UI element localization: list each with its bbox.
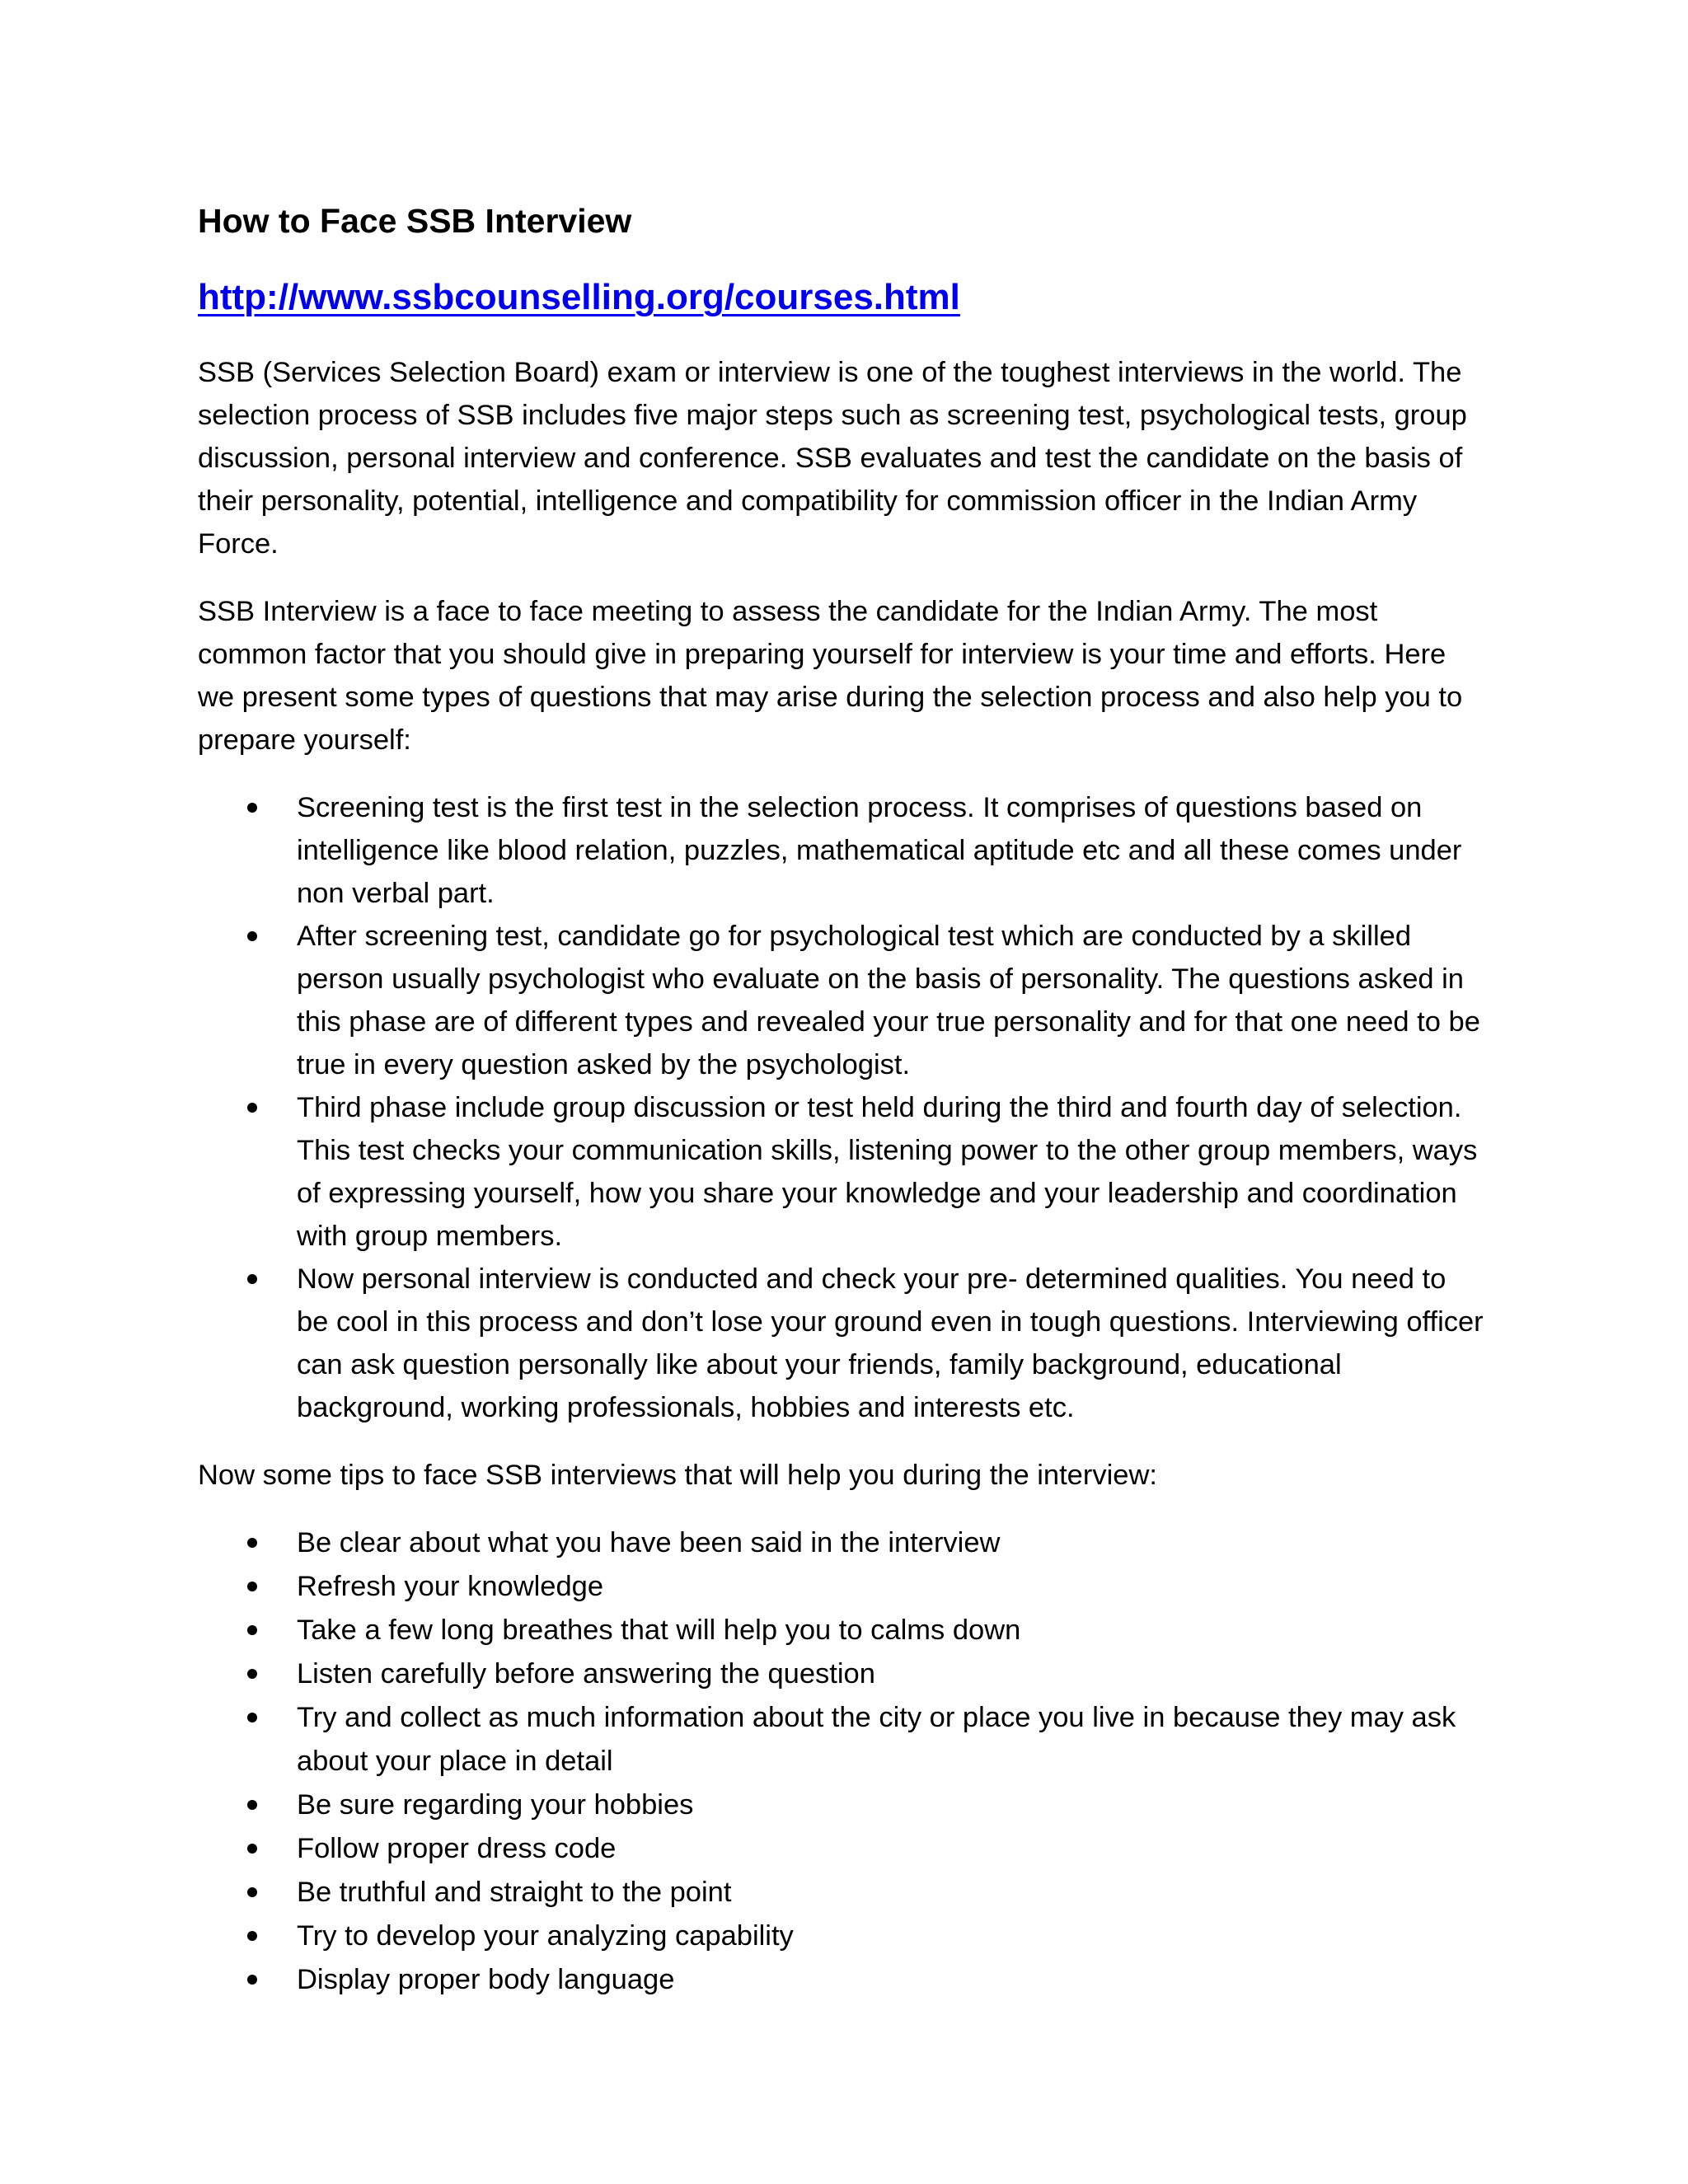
bullet-icon [247, 1103, 257, 1113]
bullet-icon [247, 1625, 257, 1635]
bullet-icon [247, 1713, 257, 1722]
list-item [198, 1783, 1484, 1827]
list-item-text: Be truthful and straight to the point [297, 1877, 732, 1908]
bullet-icon [247, 1274, 257, 1284]
list-item-text: Be clear about what you have been said in the interview [297, 1527, 1001, 1558]
bullet-icon [247, 1887, 257, 1897]
list-item [198, 1609, 1484, 1652]
bullet-icon [247, 1800, 257, 1810]
bullet-icon [247, 1538, 257, 1548]
list-item [198, 915, 1484, 1086]
bullet-icon [247, 803, 257, 813]
process-steps-list [198, 786, 1484, 1429]
list-item-text: Listen carefully before answering the question [297, 1658, 875, 1690]
list-item-text: Third phase include group discussion or test held during the third and fourth day of selection. This test checks your communication skills, listening power to the other group members, ways of expressing yourself, how you share your knowledge and your leadership and coordination with group members. [297, 1092, 1478, 1252]
bullet-icon [247, 1975, 257, 1985]
list-item [198, 1086, 1484, 1258]
list-item-text: Be sure regarding your hobbies [297, 1789, 694, 1821]
list-item-text: Refresh your knowledge [297, 1571, 604, 1602]
list-item [198, 1565, 1484, 1609]
intro-paragraph-2: SSB Interview is a face to face meeting to assess the candidate for the Indian Army. The most common factor that you should give in preparing yourself for interview is your time and efforts. Here we present some types of questions that may arise during the selection process and also help you to prepare yourself: [198, 596, 1463, 756]
list-item-text: Screening test is the first test in the selection process. It comprises of questions based on intelligence like blood relation, puzzles, mathematical aptitude etc and all these comes under non verbal part. [297, 792, 1462, 909]
courses-link[interactable]: http://www.ssbcounselling.org/courses.html [198, 277, 960, 317]
list-item-text: Now personal interview is conducted and check your pre- determined qualities. You need to be cool in this process and don’t lose your ground even in tough questions. Interviewing officer can ask question personally like about your friends, family background, educational background, working professionals, hobbies and interests etc. [297, 1263, 1484, 1423]
list-item-text: Try and collect as much information about the city or place you live in because they may ask about your place in detail [297, 1702, 1456, 1777]
intro-paragraph-1: SSB (Services Selection Board) exam or interview is one of the toughest interviews in the world. The selection process of SSB includes five major steps such as screening test, psychological tests, group discussion, personal interview and conference. SSB evaluates and test the candidate on the basis of their personality, potential, intelligence and compatibility for commission officer in the Indian Army Force. [198, 357, 1467, 560]
list-item [198, 1258, 1484, 1429]
list-item [198, 786, 1484, 915]
page-title: How to Face SSB Interview [198, 202, 632, 240]
list-item [198, 1827, 1484, 1871]
list-item-text: Try to develop your analyzing capability [297, 1920, 794, 1952]
list-item-text: Display proper body language [297, 1964, 675, 1995]
list-item [198, 1696, 1484, 1783]
list-item-text: After screening test, candidate go for psychological test which are conducted by a skilled person usually psychologist who evaluate on the basis of personality. The questions asked in this phase are of different types and revealed your true personality and for that one need to be true in every question asked by the psychologist. [297, 921, 1480, 1080]
list-item [198, 1915, 1484, 1958]
tips-list [198, 1521, 1484, 2002]
bullet-icon [247, 1669, 257, 1679]
list-item [198, 1871, 1484, 1915]
tips-intro: Now some tips to face SSB interviews that will help you during the interview: [198, 1460, 1157, 1491]
bullet-icon [247, 931, 257, 941]
list-item [198, 1521, 1484, 1565]
bullet-icon [247, 1582, 257, 1591]
list-item-text: Follow proper dress code [297, 1833, 617, 1864]
bullet-icon [247, 1844, 257, 1854]
document-body [198, 196, 1484, 2027]
bullet-icon [247, 1931, 257, 1941]
list-item [198, 1652, 1484, 1696]
list-item-text: Take a few long breathes that will help you to calms down [297, 1615, 1021, 1646]
list-item [198, 1958, 1484, 2002]
